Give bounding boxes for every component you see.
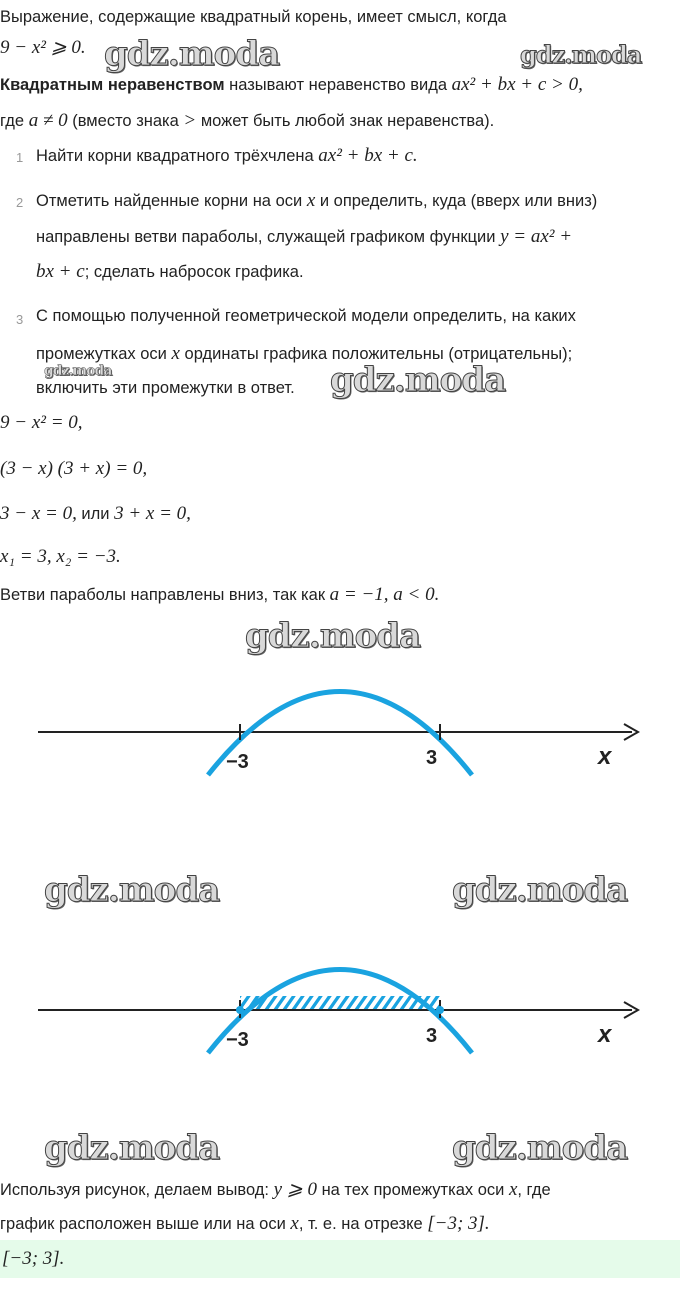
step-3-x: x (171, 343, 180, 364)
watermark: gdz.moda (452, 870, 628, 910)
step-3-text-b: ординаты графика положительны (отрицательны); (184, 345, 573, 363)
definition-where: где (0, 112, 25, 130)
step-3-text-a: промежутках оси (36, 345, 167, 363)
conclusion-text-e: , т. е. на отрезке (298, 1215, 423, 1233)
step-2-text-a: Отметить найденные корни на оси (36, 192, 303, 210)
conclusion-line-2 (0, 1213, 490, 1235)
label-3: 3 (426, 1025, 438, 1047)
equation-3a: 3 − x = 0, (0, 503, 77, 524)
definition-rest-2: может быть любой знак неравенства). (200, 112, 495, 130)
answer-box (0, 1240, 680, 1278)
equation-4: x₁ = 3, x₂ = −3. (0, 546, 121, 567)
step-1 (36, 145, 418, 167)
branches-text: Ветви параболы направлены вниз, так как (0, 586, 326, 604)
step-2-math: y = ax² + (500, 226, 573, 247)
definition-text: называют неравенство вида (229, 76, 448, 94)
conclusion-text-d: график расположен выше или на оси (0, 1215, 286, 1233)
conclusion-interval: [−3; 3]. (427, 1213, 490, 1234)
point-left (236, 1006, 244, 1014)
shaded-segment (240, 996, 440, 1010)
watermark: gdz.moda (452, 1128, 628, 1168)
watermark: gdz.moda (520, 40, 642, 69)
intro-condition: 9 − x² ⩾ 0. (0, 37, 86, 58)
step-2-text-b: и определить, куда (вверх или вниз) (319, 192, 598, 210)
step-number: 3 (16, 312, 24, 327)
watermark: gdz.moda (44, 1128, 220, 1168)
equation-2: (3 − x) (3 + x) = 0, (0, 458, 148, 479)
point-right (436, 1006, 444, 1014)
step-2-line-3 (36, 261, 304, 283)
answer-text: [−3; 3]. (2, 1248, 65, 1269)
conclusion-x-2: x (290, 1213, 299, 1234)
conclusion-math: y ⩾ 0 (273, 1179, 317, 1200)
graph-1 (0, 670, 680, 790)
step-2-text-d: ; сделать набросок графика. (84, 263, 304, 281)
conclusion-text-c: , где (517, 1181, 551, 1199)
label-minus-3: −3 (226, 751, 249, 773)
step-3-line-3: включить эти промежутки в ответ. (36, 379, 295, 397)
equation-3b: 3 + x = 0, (114, 503, 191, 524)
step-1-text: Найти корни квадратного трёхчлена (36, 147, 314, 165)
watermark: gdz.moda (44, 363, 112, 379)
step-2-text-c: направлены ветви параболы, служащей графиком функции (36, 228, 496, 246)
conclusion-line-1 (0, 1178, 551, 1201)
watermark: gdz.moda (104, 34, 280, 74)
watermark: gdz.moda (245, 616, 421, 656)
step-2-math-2: bx + c (36, 261, 85, 282)
graph-2 (0, 950, 680, 1060)
branches-math: a = −1, a < 0. (329, 584, 440, 605)
step-number: 1 (16, 150, 24, 165)
equation-1: 9 − x² = 0, (0, 412, 83, 433)
conclusion-x: x (508, 1179, 518, 1200)
definition-term: Квадратным неравенством (0, 76, 225, 94)
branches-line (0, 584, 439, 606)
definition-line-2 (0, 110, 494, 132)
definition-line (0, 74, 583, 96)
equation-3 (0, 503, 191, 525)
step-2-line-2 (36, 226, 572, 248)
step-1-math: ax² + bx + c. (318, 145, 418, 166)
step-number: 2 (16, 195, 24, 210)
watermark: gdz.moda (44, 870, 220, 910)
definition-a-cond: a ≠ 0 (28, 110, 68, 131)
definition-formula: ax² + bx + c > 0, (451, 74, 583, 95)
equation-3-or: или (81, 505, 110, 523)
watermark: gdz.moda (330, 360, 506, 400)
step-2-x: x (306, 190, 316, 211)
conclusion-text-b: на тех промежутках оси (321, 1181, 505, 1199)
intro-line: Выражение, содержащие квадратный корень, имеет смысл, когда (0, 8, 507, 26)
label-minus-3: −3 (226, 1029, 249, 1051)
label-3: 3 (426, 747, 438, 769)
axis-label-x: x (598, 743, 612, 770)
conclusion-text-a: Используя рисунок, делаем вывод: (0, 1181, 270, 1199)
axis-label-x: x (598, 1021, 612, 1048)
step-3-line-1: С помощью полученной геометрической модели определить, на каких (36, 307, 576, 325)
definition-sign: > (183, 110, 197, 131)
definition-rest-1: (вместо знака (72, 112, 179, 130)
step-2-line-1 (36, 190, 597, 212)
